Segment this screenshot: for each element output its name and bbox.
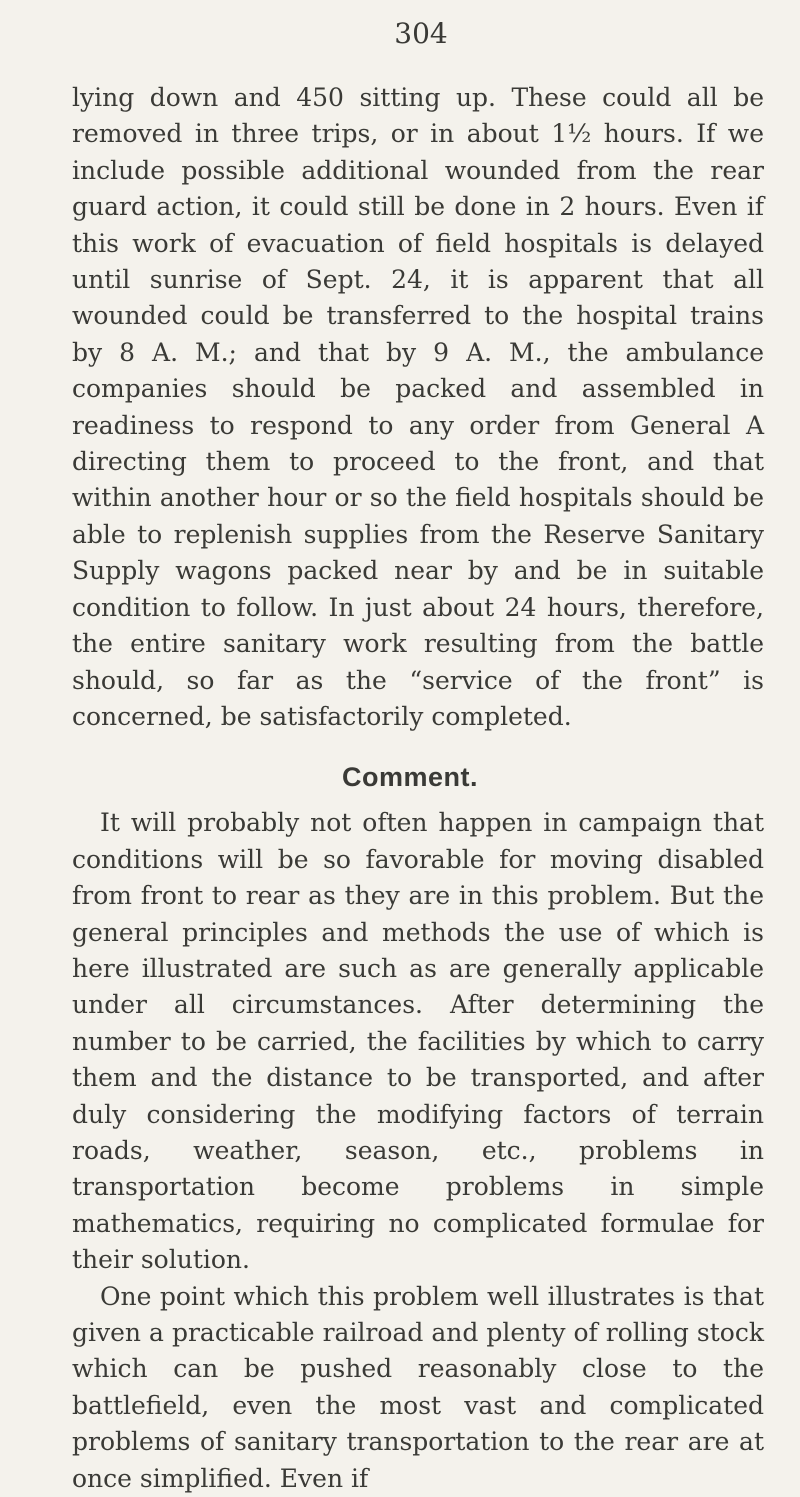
body-paragraph-1: lying down and 450 sitting up. These could all be removed in three trips, or in about 1½ hours. If we include possible additional wounded from the rear guard action, it could still be done in 2 hours. Even if this work of evacuation of field hospitals is delayed until sunrise of Sept. 24, it is apparent that all wounded could be transferred to the hospital trains by 8 A. M.; and that by 9 A. M., the ambulance companies should be packed and assembled in readiness to respond to any order from General A directing them to proceed to the front, and that within another hour or so the field hospitals should be able to replenish supplies from the Reserve Sanitary Supply wagons packed near by and be in suitable condition to follow. In just about 24 hours, therefore, the entire sanitary work resulting from the battle should, so far as the “service of the front” is concerned, be satisfactorily completed. [72,83,764,731]
comment-paragraph-2: One point which this problem well illustrates is that given a practicable railroad and plenty of rolling stock which can be pushed reasonably close to the battlefield, even the most vast and complicated problems of sanitary transportation to the rear are at once simplified. Even if [72,1281,764,1493]
section-heading-comment: Comment. [341,762,478,793]
page-number: 304 [394,17,448,50]
comment-paragraph-1: It will probably not often happen in campaign that conditions will be so favorable for moving disabled from front to rear as they are in this problem. But the general principles and methods the use of which is here illustrated are such as are generally applicable under all circumstances. After determining the number to be carried, the facilities by which to carry them and the distance to be transported, and after duly considering the modifying factors of terrain roads, weather, season, etc., problems in transportation become problems in simple mathematics, requiring no complicated formulae for their solution. [72,808,764,1275]
